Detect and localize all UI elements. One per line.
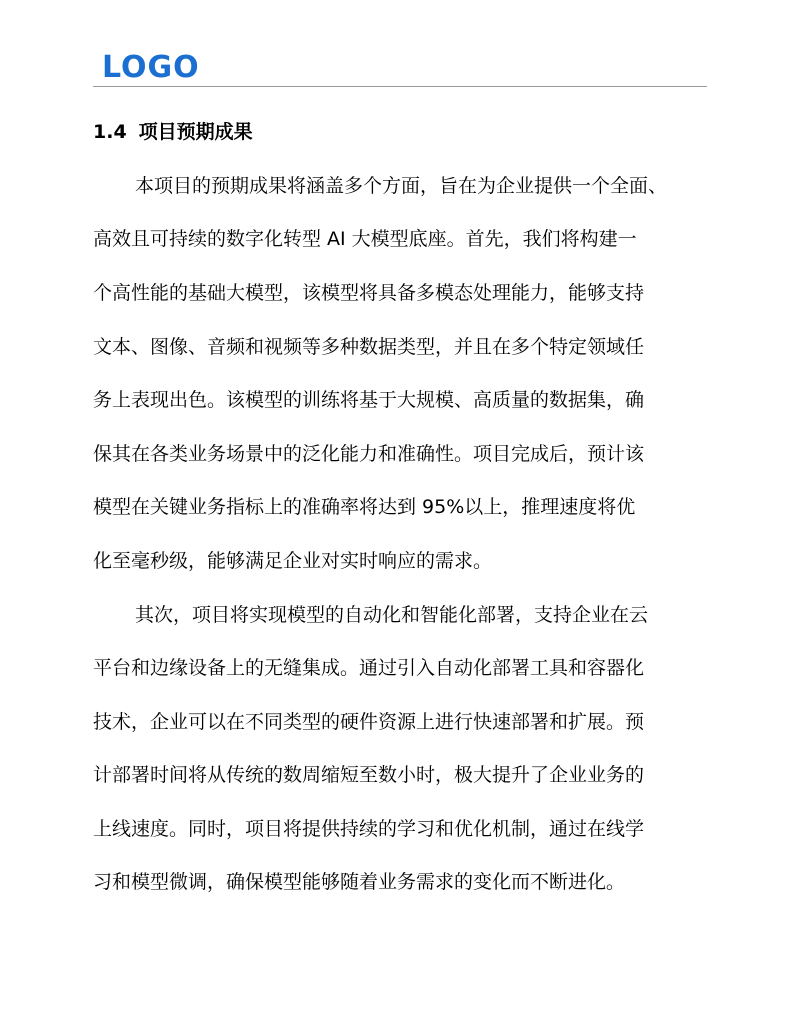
paragraph-1-line-7: 模型在关键业务指标上的准确率将达到 95%以上，推理速度将优 [93,496,636,518]
header-divider [93,86,707,87]
paragraph-2-line-3: 技术，企业可以在不同类型的硬件资源上进行快速部署和扩展。预 [93,711,645,733]
paragraph-1-line-2: 高效且可持续的数字化转型 AI 大模型底座。首先，我们将构建一 [93,228,637,250]
paragraph-2-line-5: 上线速度。同时，项目将提供持续的学习和优化机制，通过在线学 [93,818,645,840]
section-number: 1.4 [93,121,127,143]
paragraph-1-line-4: 文本、图像、音频和视频等多种数据类型，并且在多个特定领域任 [93,336,645,358]
paragraph-2-line-1: 其次，项目将实现模型的自动化和智能化部署，支持企业在云 [135,604,649,626]
section-title: 项目预期成果 [138,121,253,143]
paragraph-2-line-2: 平台和边缘设备上的无缝集成。通过引入自动化部署工具和容器化 [93,657,645,679]
paragraph-1-line-3: 个高性能的基础大模型，该模型将具备多模态处理能力，能够支持 [93,282,645,304]
paragraph-1-line-8: 化至毫秒级，能够满足企业对实时响应的需求。 [93,550,493,572]
section-heading [93,119,253,145]
paragraph-1-line-6: 保其在各类业务场景中的泛化能力和准确性。项目完成后，预计该 [93,443,645,465]
paragraph-2-line-4: 计部署时间将从传统的数周缩短至数小时，极大提升了企业业务的 [93,764,645,786]
logo: LOGO [102,50,200,85]
paragraph-2-line-6: 习和模型微调，确保模型能够随着业务需求的变化而不断进化。 [93,871,626,893]
paragraph-1-line-1: 本项目的预期成果将涵盖多个方面，旨在为企业提供一个全面、 [135,175,668,197]
paragraph-1-line-5: 务上表现出色。该模型的训练将基于大规模、高质量的数据集，确 [93,389,645,411]
